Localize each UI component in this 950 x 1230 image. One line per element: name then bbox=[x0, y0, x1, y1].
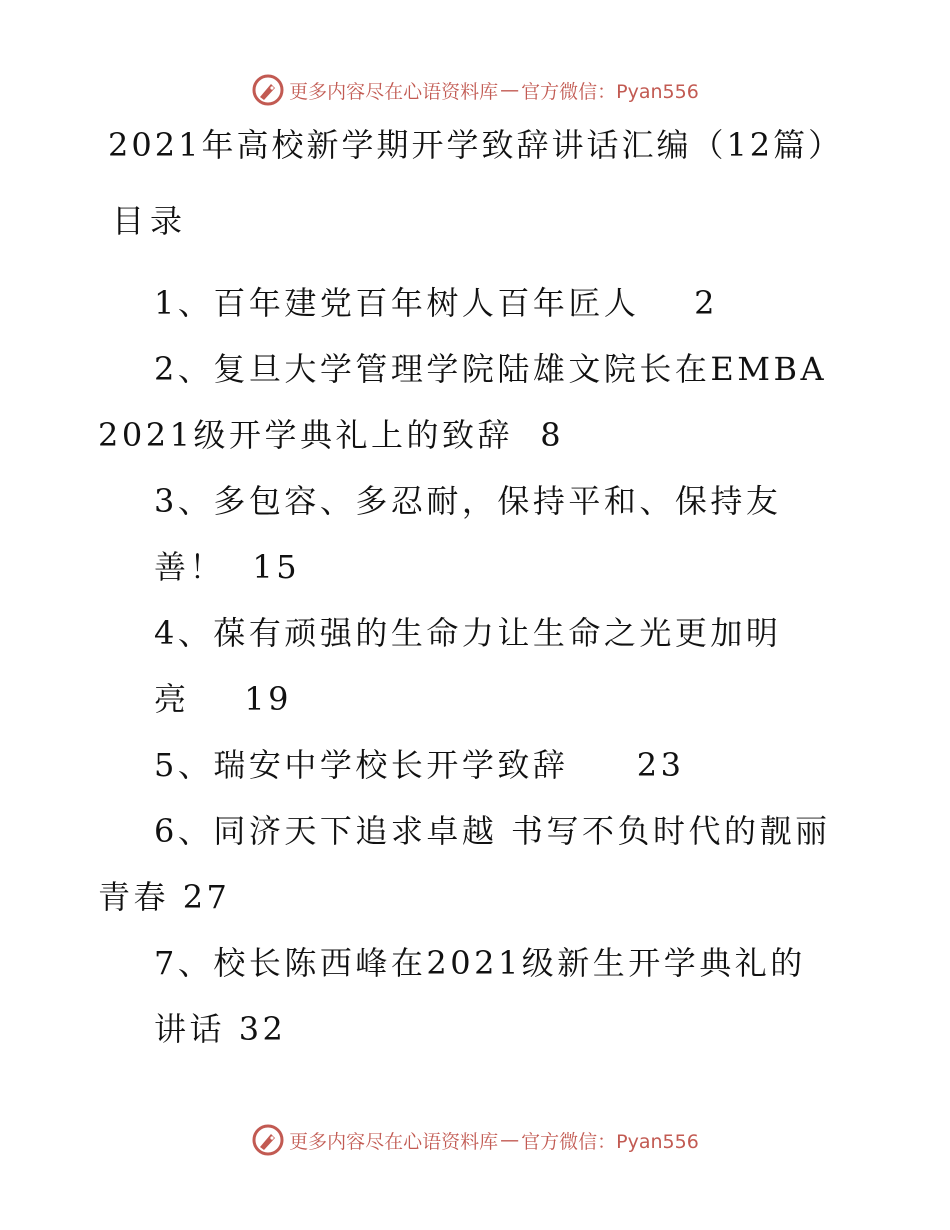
toc-entry-label: 3、多包容、多忍耐，保持平和、保持友善！ bbox=[154, 482, 782, 586]
toc-entry-label: 7、校长陈西峰在2021级新生开学典礼的讲话 bbox=[154, 944, 806, 1048]
toc-entry bbox=[98, 600, 838, 732]
toc-entry-page: 8 bbox=[540, 416, 565, 454]
toc-entry-label: 6、同济天下追求卓越 书写不负时代的靓丽青春 bbox=[98, 812, 831, 916]
toc-entry-page: 23 bbox=[636, 746, 685, 784]
watermark-separator: — bbox=[500, 1129, 520, 1151]
toc-heading: 目录 bbox=[112, 202, 189, 240]
document-title: 2021年高校新学期开学致辞讲话汇编（12篇） bbox=[108, 126, 844, 164]
toc-entry-label: 2、复旦大学管理学院陆雄文院长在EMBA2021级开学典礼上的致辞 bbox=[98, 350, 828, 454]
toc-entry bbox=[98, 930, 838, 1062]
toc-entry bbox=[98, 798, 838, 930]
toc-entry-label: 4、葆有顽强的生命力让生命之光更加明亮 bbox=[154, 614, 782, 718]
toc-entry-page: 15 bbox=[252, 548, 301, 586]
pen-nib-circle-icon bbox=[251, 73, 285, 107]
toc-entry-page: 2 bbox=[694, 284, 718, 322]
watermark-text: 更多内容尽在心语资料库 bbox=[289, 80, 499, 103]
watermark-wechat: 官方微信：Pyan556 bbox=[521, 1130, 699, 1153]
watermark-separator: — bbox=[500, 79, 520, 101]
toc-entry-page: 19 bbox=[244, 680, 292, 718]
toc-entry-page: 32 bbox=[238, 1010, 287, 1048]
toc-entry-label: 1、百年建党百年树人百年匠人 bbox=[154, 284, 640, 322]
watermark-wechat: 官方微信：Pyan556 bbox=[521, 80, 699, 103]
toc-entry bbox=[98, 336, 838, 468]
toc-entry bbox=[98, 468, 838, 600]
header-watermark bbox=[0, 70, 950, 110]
table-of-contents bbox=[98, 270, 838, 1062]
footer-watermark bbox=[0, 1120, 950, 1160]
toc-entry-page: 27 bbox=[182, 878, 231, 916]
toc-entry-label: 5、瑞安中学校长开学致辞 bbox=[154, 746, 569, 784]
pen-nib-circle-icon bbox=[251, 1123, 285, 1157]
toc-entry bbox=[98, 732, 838, 798]
watermark-text: 更多内容尽在心语资料库 bbox=[289, 1130, 499, 1153]
toc-entry bbox=[98, 270, 838, 336]
